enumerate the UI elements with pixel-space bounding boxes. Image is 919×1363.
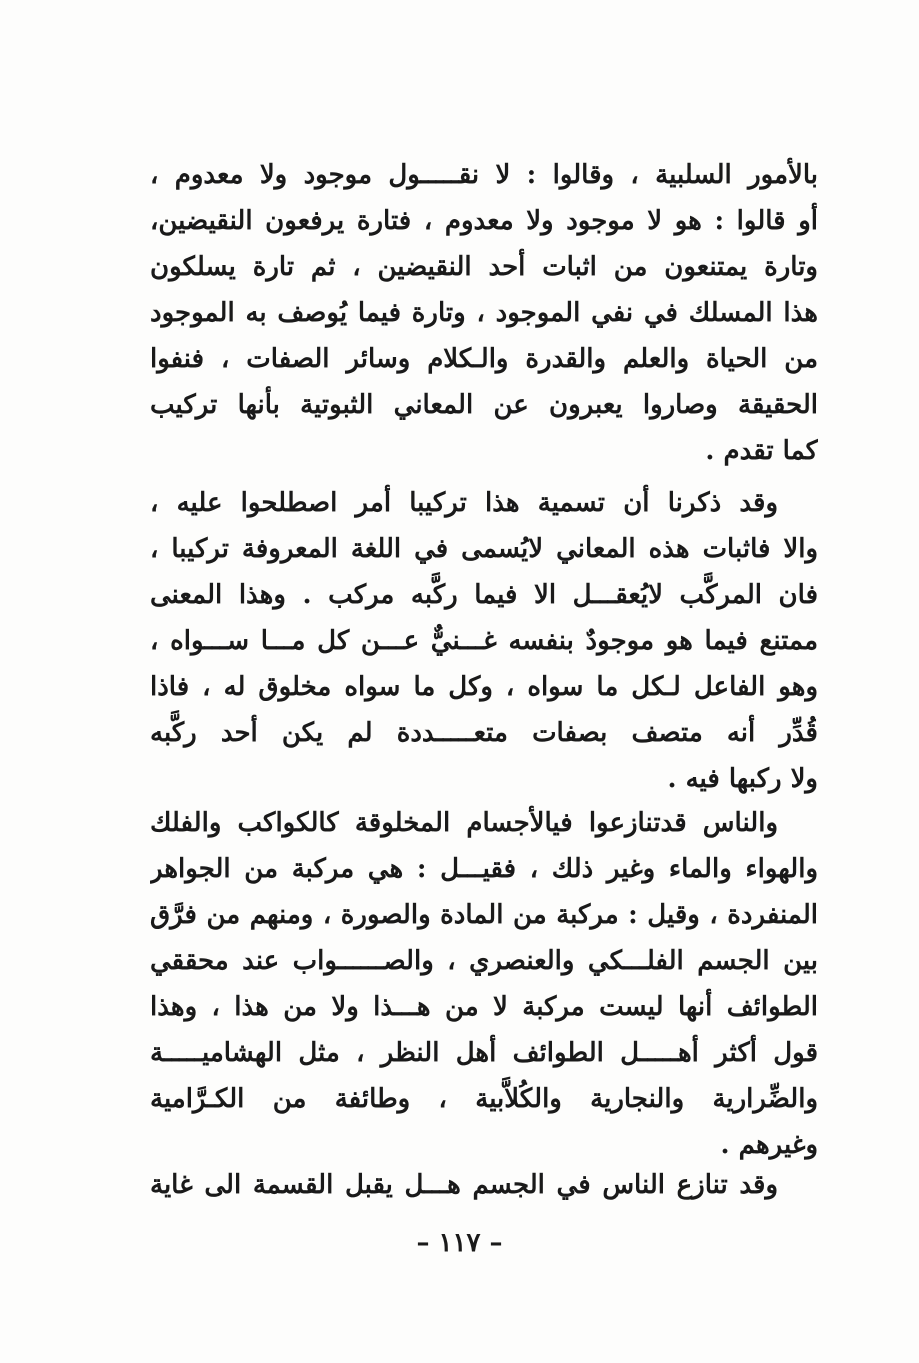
text-line: وقد ذكرنا أن تسمية هذا تركيبا أمر اصطلحوا عليه ،	[150, 488, 778, 518]
text-line: وقد تنازع الناس في الجسم هـــل يقبل القسمة الى غاية	[150, 1170, 778, 1200]
text-line: الطوائف أنها ليست مركبة لا من هـــذا ولا من هذا ، وهذا	[150, 992, 818, 1022]
text-line: بالأمور السلبية ، وقالوا : لا نقـــــول موجود ولا معدوم ،	[150, 160, 818, 190]
text-line: قُدِّر أنه متصف بصفات متعـــــددة لم يكن أحد ركَّبه	[150, 718, 818, 748]
text-line: قول أكثر أهـــــل الطوائف أهل النظر ، مثل الهشاميـــــة	[150, 1038, 818, 1068]
page-number: – ١١٧ –	[416, 1228, 503, 1258]
text-line: من الحياة والعلم والقدرة والـكلام وسائر الصفات ، فنفوا	[150, 344, 818, 374]
text-line: وتارة يمتنعون من اثبات أحد النقيضين ، ثم تارة يسلكون	[150, 252, 818, 282]
text-line: المنفردة ، وقيل : مركبة من المادة والصورة ، ومنهم من فرَّق	[150, 900, 818, 930]
text-line: والناس قدتنازعوا فيالأجسام المخلوقة كالكواكب والفلك	[150, 808, 778, 838]
text-line: والهواء والماء وغير ذلك ، فقيـــل : هي مركبة من الجواهر	[150, 854, 818, 884]
text-line: وغيرهم .	[720, 1130, 818, 1160]
text-line: وهو الفاعل لـكل ما سواه ، وكل ما سواه مخلوق له ، فاذا	[150, 672, 818, 702]
text-line: فان المركَّب لايُعقـــل الا فيما ركَّبه مركب . وهذا المعنى	[150, 580, 818, 610]
text-line: الحقيقة وصاروا يعبرون عن المعاني الثبوتية بأنها تركيب	[150, 390, 818, 420]
paragraph-4	[150, 1162, 818, 1208]
text-line: هذا المسلك في نفي الموجود ، وتارة فيما يُوصف به الموجود	[150, 298, 818, 328]
text-line: بين الجسم الفلـــكي والعنصري ، والصــــــواب عند محققي	[150, 946, 818, 976]
text-line: ممتنع فيما هو موجودٌ بنفسه غـــنيٌّ عـــن كل مـــا ســـواه ،	[150, 626, 818, 656]
text-line: والا فاثبات هذه المعاني لايُسمى في اللغة المعروفة تركيبا ،	[150, 534, 818, 564]
text-line: أو قالوا : هو لا موجود ولا معدوم ، فتارة يرفعون النقيضين،	[150, 206, 818, 236]
text-line: والضِّرارية والنجارية والكُلاَّبية ، وطائفة من الكـرَّامية	[150, 1084, 818, 1114]
paragraph-3	[150, 800, 818, 1168]
paragraph-2	[150, 480, 818, 802]
text-line: ولا ركبها فيه .	[667, 764, 818, 794]
paragraph-1	[150, 152, 818, 474]
text-line: كما تقدم .	[705, 436, 818, 466]
